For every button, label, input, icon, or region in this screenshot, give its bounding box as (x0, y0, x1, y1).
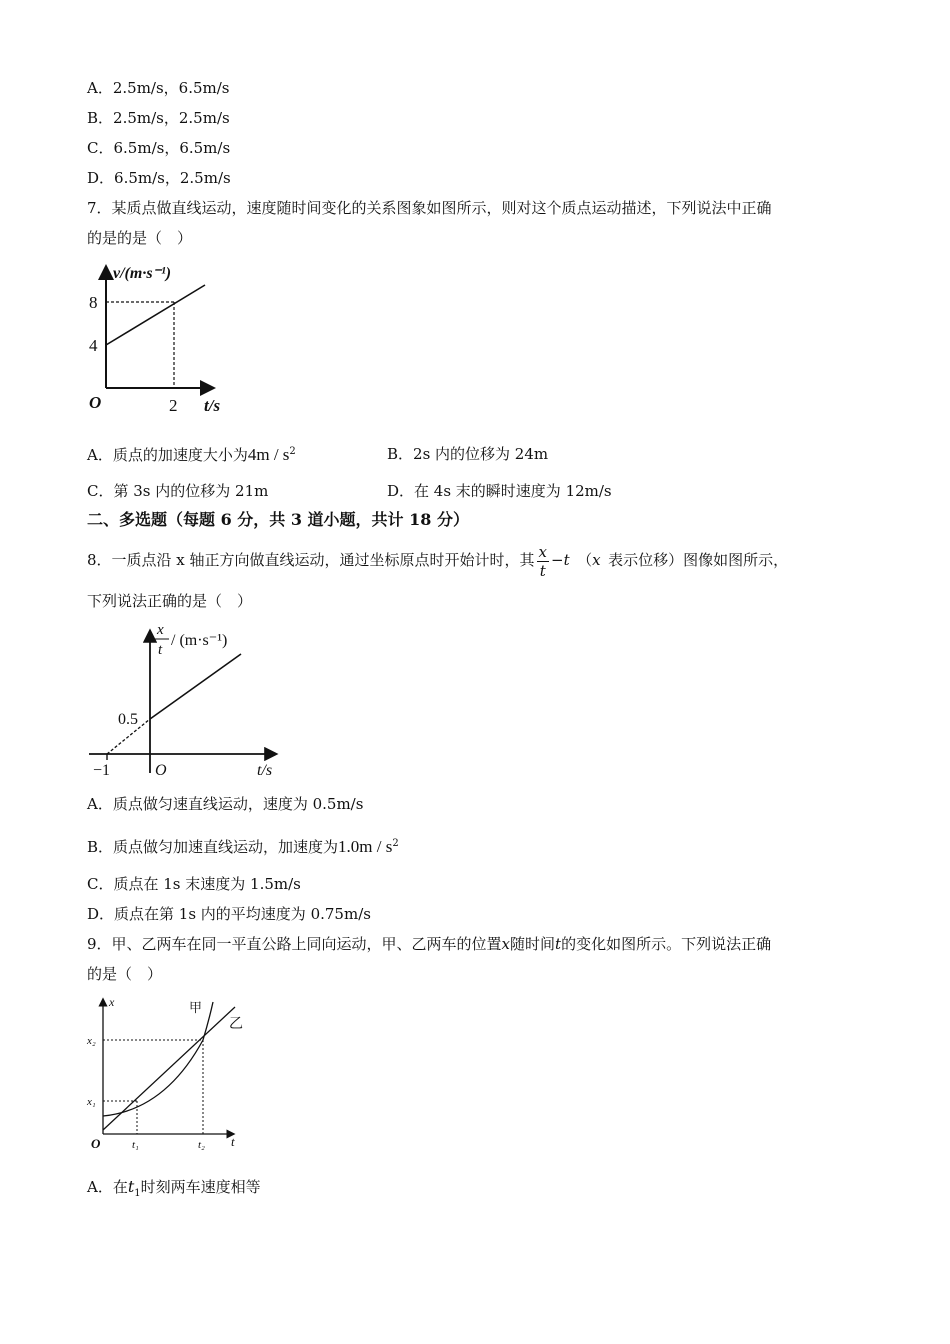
q8-tick-neg1: −1 (93, 762, 111, 779)
q7-option-c: C．第 3s 内的位移为 21m (87, 482, 269, 500)
q9-line-yi (103, 1007, 235, 1130)
q7-stem-line2: 的是的是（ ） (87, 229, 193, 247)
q9-origin: O (91, 1136, 101, 1151)
q7-ylabel: v/(m·s⁻¹) (113, 265, 172, 282)
q6-option-c: C．6.5m/s，6.5m/s (87, 139, 231, 157)
q9-label-jia: 甲 (189, 1000, 203, 1015)
q8-option-a: A．质点做匀速直线运动，速度为 0.5m/s (87, 795, 364, 813)
q9-stem-line2: 的是（ ） (87, 965, 163, 983)
q6-option-d: D．6.5m/s，2.5m/s (87, 169, 231, 187)
q8-option-d: D．质点在第 1s 内的平均速度为 0.75m/s (87, 905, 371, 923)
q9-tick-x2: x₂ (87, 1035, 96, 1047)
q8-origin: O (155, 762, 167, 779)
q8-data-line (150, 654, 241, 719)
section2-heading: 二、多选题（每题 6 分，共 3 道小题，共计 18 分） (87, 510, 469, 529)
q7-velocity-graph (80, 258, 240, 423)
q9-option-a: A．在$t_1$时刻两车速度相等 (87, 1177, 261, 1199)
q9-tick-t1: t₁ (132, 1139, 139, 1151)
q7-option-b: B．2s 内的位移为 24m (387, 445, 549, 463)
q8-ylabel-unit: / (m·s⁻¹) (171, 632, 228, 649)
q9-ylabel: x (109, 995, 115, 1009)
q6-option-b: B．2.5m/s，2.5m/s (87, 109, 230, 127)
q7-origin: O (89, 393, 102, 412)
q7-option-d: D．在 4s 末的瞬时速度为 12m/s (387, 482, 612, 500)
q7-tick-8: 8 (89, 293, 98, 312)
q8-option-b: B．质点做匀加速直线运动，加速度为$1.0m / s^2$ (87, 837, 399, 856)
q8-graph (85, 618, 285, 783)
q7-tick-2: 2 (169, 396, 178, 415)
q9-xlabel: t (231, 1134, 235, 1149)
q8-fraction: $\frac{x}{t}$ (538, 542, 548, 580)
q7-xlabel: t/s (204, 396, 221, 415)
q9-tick-t2: t₂ (198, 1139, 205, 1151)
q8-tick-05: 0.5 (118, 711, 138, 728)
q7-velocity-line (106, 285, 205, 345)
q8-ylabel-num: x (157, 622, 164, 638)
q8-option-c: C．质点在 1s 末速度为 1.5m/s (87, 875, 301, 893)
q6-option-a: A．2.5m/s，6.5m/s (87, 79, 230, 97)
q7-stem-line1: 7．某质点做直线运动，速度随时间变化的关系图象如图所示，则对这个质点运动描述，下列说法中正确 (87, 199, 772, 217)
q9-curve-jia (103, 1002, 213, 1116)
q8-stem-line2: 下列说法正确的是（ ） (87, 592, 253, 610)
q9-tick-x1: x₁ (87, 1096, 96, 1108)
q9-stem-line1: 9．甲、乙两车在同一平直公路上同向运动，甲、乙两车的位置x随时间t的变化如图所示。下列说法正确 (87, 935, 772, 953)
q8-xlabel: t/s (257, 762, 273, 779)
q9-label-yi: 乙 (229, 1017, 243, 1032)
q8-stem-line1: 8．一质点沿 x 轴正方向做直线运动，通过坐标原点时开始计时，其 $\frac{x}{t}$ −t （x 表示位移）图像如图所示， (87, 542, 789, 580)
q7-tick-4: 4 (89, 336, 98, 355)
q8-ylabel-den: t (158, 642, 163, 658)
q9-graph (85, 990, 255, 1155)
q7-option-a: A．质点的加速度大小为$4m / s^2$ (87, 445, 296, 464)
